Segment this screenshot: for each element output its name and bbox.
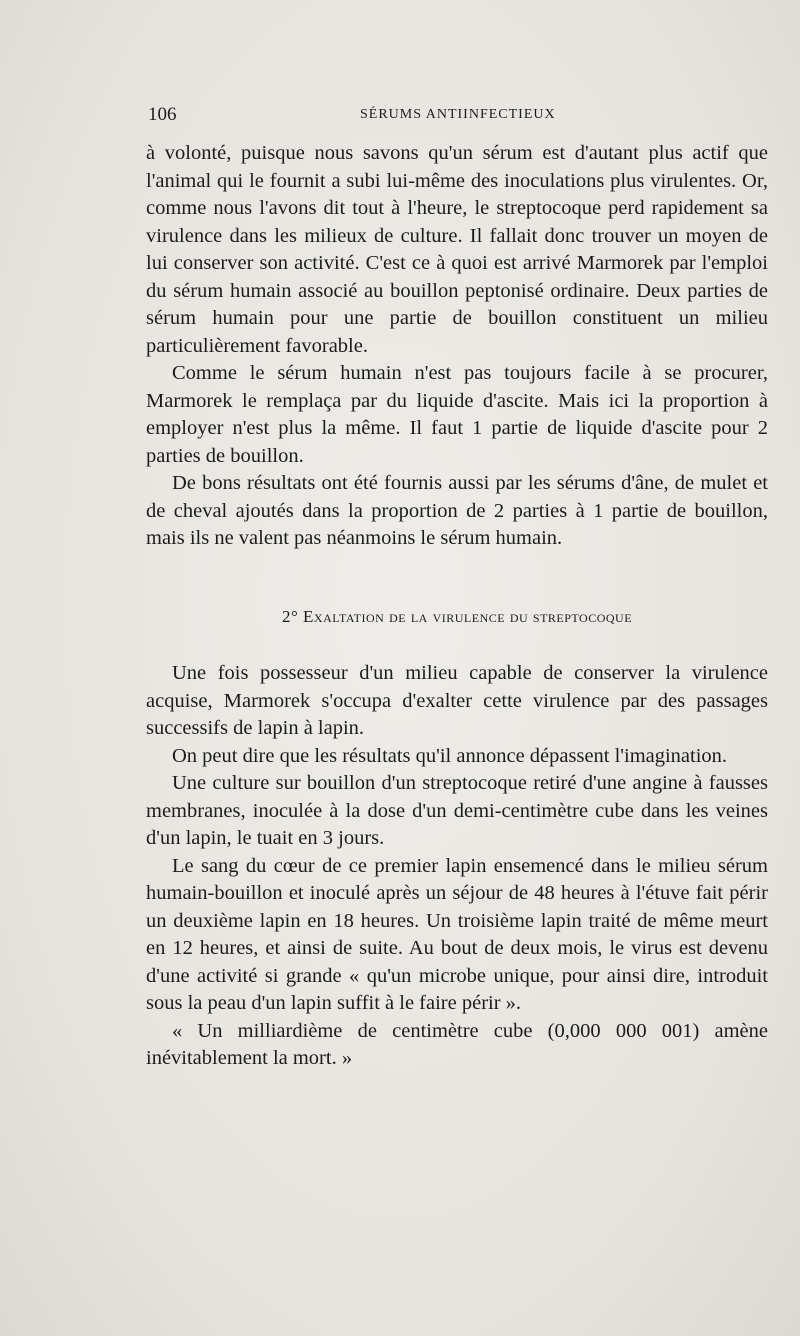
- paragraph: Comme le sérum humain n'est pas toujours facile à se procurer, Marmorek le remplaça par du liquide d'ascite. Mais ici la proportion à employer n'est plus la même. Il faut 1 partie de liquide d'ascite pour 2 parties de bouillon.: [146, 362, 768, 467]
- section-title: Exaltation de la virulence du streptocoque: [303, 606, 633, 626]
- page-number: 106: [148, 104, 177, 125]
- paragraph: On peut dire que les résultats qu'il annonce dépassent l'imagination.: [172, 744, 728, 767]
- section-number: 2°: [281, 606, 299, 626]
- paragraph: Une fois possesseur d'un milieu capable de conserver la virulence acquise, Marmorek s'occupa d'exalter cette virulence par des passages successifs de lapin à lapin.: [146, 662, 768, 739]
- section-heading: [146, 603, 768, 631]
- paragraph: à volonté, puisque nous savons qu'un sérum est d'autant plus actif que l'animal qui le fournit a subi lui-même des inoculations plus virulentes. Or, comme nous l'avons dit tout à l'heure, le streptocoque perd rapidement sa virulence dans les milieux de culture. Il fallait donc trouver un moyen de lui conserver son activité. C'est ce à quoi est arrivé Marmorek par l'emploi du sérum humain associé au bouillon peptonisé ordinaire. Deux parties de sérum humain pour une partie de bouillon constituent un milieu particulièrement favorable.: [146, 142, 768, 357]
- page-header: [148, 104, 768, 128]
- paragraph: Le sang du cœur de ce premier lapin ensemencé dans le milieu sérum humain-bouillon et inoculé après un séjour de 48 heures à l'étuve fait périr un deuxième lapin en 18 heures. Un troisième lapin traité de même meurt en 12 heures, et ainsi de suite. Au bout de deux mois, le virus est devenu d'une activité si grande « qu'un microbe unique, pour ainsi dire, introduit sous la peau d'un lapin suffit à le faire périr ».: [146, 854, 768, 1014]
- paragraph: De bons résultats ont été fournis aussi par les sérums d'âne, de mulet et de cheval ajoutés dans la proportion de 2 parties à 1 partie de bouillon, mais ils ne valent pas néanmoins le sérum humain.: [146, 472, 768, 549]
- running-head: SÉRUMS ANTIINFECTIEUX: [360, 107, 556, 122]
- paragraph: « Un milliardième de centimètre cube (0,000 000 001) amène inévitablement la mort. »: [146, 1019, 768, 1069]
- body-text: [146, 140, 768, 1073]
- paragraph: Une culture sur bouillon d'un streptocoque retiré d'une angine à fausses membranes, inoculée à la dose d'un demi-centimètre cube dans les veines d'un lapin, le tuait en 3 jours.: [146, 772, 768, 849]
